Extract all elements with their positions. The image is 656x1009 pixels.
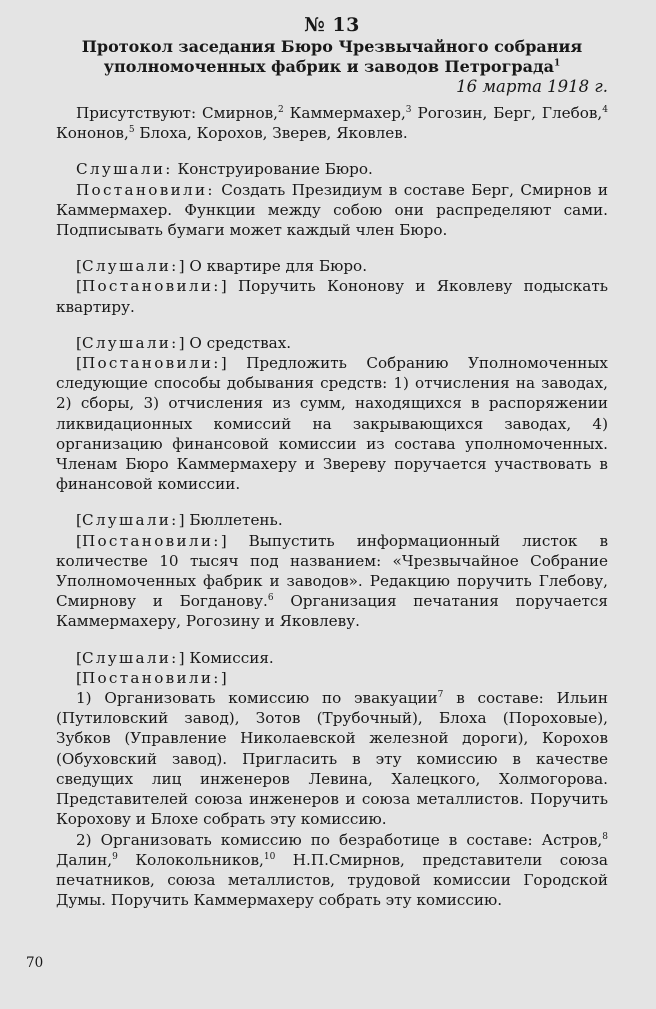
attendees-paragraph: Присутствуют: Смирнов,$^2$ Каммермахер,$^3$ Рогозин, Берг, Глебов,$^4$ Кононов,$^5$ Блоха, Корохов, Зверев, Яковлев. [56, 104, 608, 143]
heard-label: Слушали: [76, 160, 173, 179]
title-line-2: уполномоченных фабрик и заводов Петрограда [103, 57, 554, 76]
agenda-item-heard: [Слушали:] Бюллетень. [76, 511, 283, 530]
decided-label: Постановили: [81, 354, 221, 373]
footnote-ref: 6 [267, 593, 274, 604]
footnote-ref: 4 [602, 104, 608, 115]
agenda-item-decided: [Постановили:] Предложить Собранию Уполномоченных следующие способы добывания средств: 1) отчисления на заводах, 2) сборы, 3) отчисления из сумм, находящихся в распоряжении ликвидационных комиссий на закрывающихся заводах, 4) организацию финансовой комиссии из состава уполномоченных. Членам Бюро Каммермахеру и Звереву поручается участвовать в финансовой комиссии. [56, 354, 608, 494]
page-number: 70 [26, 955, 44, 971]
agenda-item-heard: [Слушали:] Комиссия. [76, 648, 274, 667]
agenda-item-decided: [Постановили:] Выпустить информационный листок в количестве 10 тысяч под названием: «Чрезвычайное Собрание Уполномоченных фабрик и заводов». Редакцию поручить Глебову, Смирнову и Богданову.$^6$ Организация печатания поручается Каммермахеру, Рогозину и Яковлеву. [56, 531, 608, 631]
footnote-ref: 3 [405, 104, 412, 115]
decided-label: Постановили: [76, 180, 215, 199]
heard-label: Слушали: [81, 333, 179, 352]
agenda-item-decided: [Постановили:] [76, 668, 227, 687]
agenda-item-heard: [Слушали:] О квартире для Бюро. [76, 257, 368, 276]
document-date: 16 марта 1918 г. [456, 77, 608, 96]
protocol-body [56, 103, 608, 910]
decided-label: Постановили: [81, 531, 221, 550]
agenda-item-heard: [Слушали:] О средствах. [76, 333, 292, 352]
commission-unemployment-paragraph: 2) Организовать комиссию по безработице в составе: Астров,$^8$ Далин,$^9$ Колокольников,$^{10}$ Н.П.Смирнов, представители союза печатников, союза металлистов, трудовой комиссии Городской Думы. Поручить Каммермахеру собрать эту комиссию. [56, 830, 608, 910]
footnote-ref: 1 [553, 58, 561, 69]
document-page [56, 14, 608, 910]
footnote-ref: 8 [602, 831, 608, 842]
heard-label: Слушали: [81, 648, 179, 667]
document-title [56, 37, 608, 77]
commission-evacuation-paragraph: 1) Организовать комиссию по эвакуации$^7$ в составе: Ильин (Путиловский завод), Зотов (Трубочный), Блоха (Пороховые), Зубков (Управление Николаевской железной дороги), Корохов (Обуховский завод). Пригласить в эту комиссию в качестве сведущих лиц инженеров Левина, Халецкого, Холмогорова. Представителей союза инженеров и союза металлистов. Поручить Корохову и Блохе собрать эту комиссию. [56, 689, 608, 829]
heard-label: Слушали: [81, 511, 179, 530]
agenda-item-heard: Слушали: Конструирование Бюро. [76, 160, 373, 179]
agenda-item-decided: Постановили: Создать Президиум в составе Берг, Смирнов и Каммермахер. Функции между собою они распределяют сами. Подписывать бумаги может каждый член Бюро. [56, 180, 608, 240]
footnote-ref: 2 [277, 104, 284, 115]
document-number: № 13 [304, 14, 360, 36]
footnote-ref: 5 [128, 125, 135, 136]
footnote-ref: 10 [263, 851, 276, 862]
agenda-item-decided: [Постановили:] Поручить Кононову и Яковлеву подыскать квартиру. [56, 277, 608, 316]
footnote-ref: 9 [112, 851, 118, 862]
decided-label: Постановили: [81, 668, 221, 687]
heard-label: Слушали: [81, 257, 179, 276]
footnote-ref: 7 [437, 690, 444, 701]
decided-label: Постановили: [81, 277, 221, 296]
title-line-1: Протокол заседания Бюро Чрезвычайного собрания [81, 37, 583, 56]
